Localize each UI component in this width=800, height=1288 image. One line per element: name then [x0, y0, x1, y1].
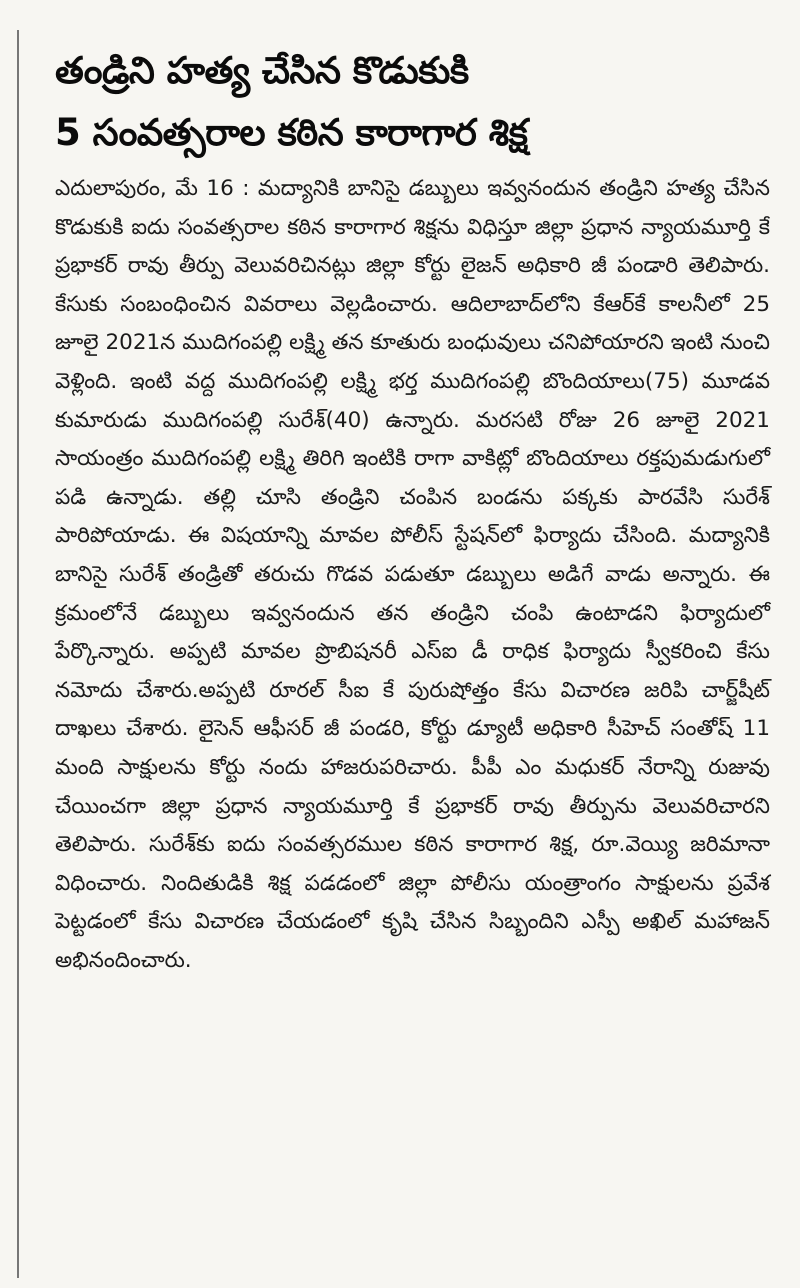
headline-line-1: తండ్రిని హత్య చేసిన కొడుకుకి: [55, 49, 469, 92]
column-divider: [17, 30, 19, 1278]
article-body: ఎదులాపురం, మే 16 : మద్యానికి బానిసై డబ్బులు ఇవ్వనందున తండ్రిని హత్య చేసిన కొడుకుకి ఐదు సంవత్సరాల కఠిన కారాగార శిక్షను విధిస్తూ జిల్లా ప్రధాన న్యాయమూర్తి కే ప్రభాకర్ రావు తీర్పు వెలువరిచినట్లు జిల్లా కోర్టు లైజన్ అధికారి జీ పండారి తెలిపారు. కేసుకు సంబంధించిన వివరాలు వెల్లడించారు. ఆదిలాబాద్‌లోని కేఆర్‌కే కాలనీలో 25 జూలై 2021న ముదిగంపల్లి లక్ష్మి తన కూతురు బంధువులు చనిపోయారని ఇంటి నుంచి వెళ్లింది. ఇంటి వద్ద ముదిగంపల్లి లక్ష్మి భర్త ముదిగంపల్లి బొందియాలు(75) మూడవ కుమారుడు ముదిగంపల్లి సురేశ్(40) ఉన్నారు. మరసటి రోజు 26 జూలై 2021 సాయంత్రం ముదిగంపల్లి లక్ష్మి తిరిగి ఇంటికి రాగా వాకిట్లో బొందియాలు రక్తపుమడుగులో పడి ఉన్నాడు. తల్లి చూసి తండ్రిని చంపిన బండను పక్కకు పారవేసి సురేశ్ పారిపోయాడు. ఈ విషయాన్ని మావల పోలీస్ స్టేషన్‌లో ఫిర్యాదు చేసింది. మద్యానికి బానిసై సురేశ్ తండ్రితో తరుచు గొడవ పడుతూ డబ్బులు అడిగే వాడు అన్నారు. ఈ క్రమంలోనే డబ్బులు ఇవ్వనందున తన తండ్రిని చంపి ఉంటాడని ఫిర్యాదులో పేర్కొన్నారు. అప్పటి మావల ప్రొబిషనరీ ఎస్ఐ డీ రాధిక ఫిర్యాదు స్వీకరించి కేసు నమోదు చేశారు.అప్పటి రూరల్ సీఐ కే పురుషోత్తం కేసు విచారణ జరిపి చార్జ్‌షీట్ దాఖలు చేశారు. లైసెన్ ఆఫీసర్ జీ పండరి, కోర్టు డ్యూటీ అధికారి సీహెచ్ సంతోష్ 11 మంది సాక్షులను కోర్టు నందు హాజరుపరిచారు. పీపీ ఎం మధుకర్ నేరాన్ని రుజువు చేయించగా జిల్లా ప్రధాన న్యాయమూర్తి కే ప్రభాకర్ రావు తీర్పును వెలువరిచారని తెలిపారు. సురేశ్‌కు ఐదు సంవత్సరముల కఠిన కారాగార శిక్ష, రూ.వెయ్యి జరిమానా విధించారు. నిందితుడికి శిక్ష పడడంలో జిల్లా పోలీసు యంత్రాంగం సాక్షులను ప్రవేశ పెట్టడంలో కేసు విచారణ చేయడంలో కృషి చేసిన సిబ్బందిని ఎస్పీ అఖిల్ మహాజన్ అభినందించారు.: [55, 176, 770, 973]
next-article-headline-cropped: [55, 1248, 655, 1288]
article-headline: [55, 40, 770, 164]
headline-line-2: 5 సంవత్సరాల కఠిన కారాగార శిక్ష: [55, 111, 528, 154]
news-article: [55, 40, 770, 980]
